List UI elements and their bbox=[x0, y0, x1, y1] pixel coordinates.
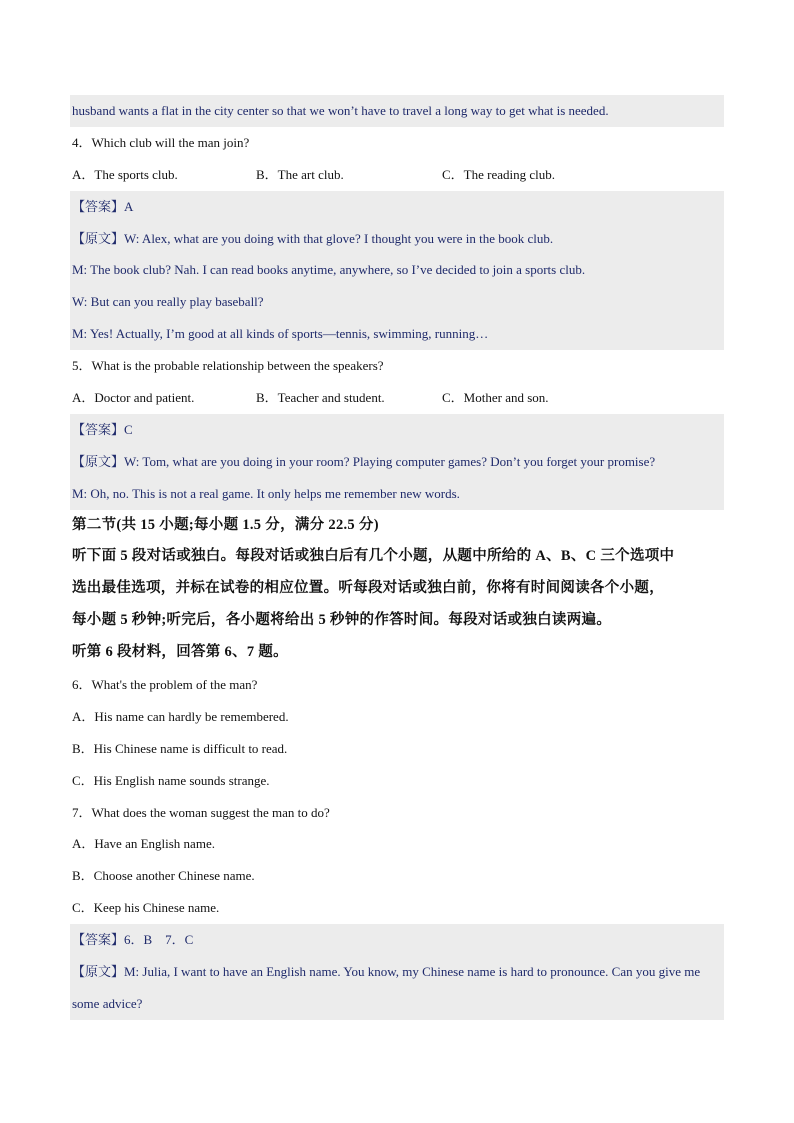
option-a: A．The sports club. bbox=[72, 166, 178, 182]
question-7: 7．What does the woman suggest the man to do? bbox=[72, 804, 330, 820]
transcript-line: M: Oh, no. This is not a real game. It only helps me remember new words. bbox=[70, 478, 724, 510]
option-b: B．His Chinese name is difficult to read. bbox=[72, 740, 288, 756]
option-c: C．The reading club. bbox=[442, 166, 555, 182]
option-a: A．His name can hardly be remembered. bbox=[72, 708, 289, 724]
transcript-line: 【原文】W: Tom, what are you doing in your room? Playing computer games? Don’t you forget your promise? bbox=[70, 446, 724, 478]
instructions-line: 每小题 5 秒钟;听完后，各小题将给出 5 秒钟的作答时间。每段对话或独白读两遍。 bbox=[72, 612, 612, 629]
material-heading: 听第 6 段材料，回答第 6、7 题。 bbox=[72, 644, 288, 661]
transcript-line: 【原文】M: Julia, I want to have an English name. You know, my Chinese name is hard to pronounce. Can you give me some advice? bbox=[70, 956, 724, 1020]
question-4-options bbox=[70, 159, 724, 191]
instructions-line: 听下面 5 段对话或独白。每段对话或独白后有几个小题，从题中所给的 A、B、C 三个选项中 bbox=[72, 548, 675, 565]
answer-line: 【答案】6．B 7．C bbox=[70, 924, 724, 956]
question-4: 4．Which club will the man join? bbox=[72, 134, 250, 150]
transcript-line: M: Yes! Actually, I’m good at all kinds of sports—tennis, swimming, running… bbox=[70, 318, 724, 350]
option-b: B．Choose another Chinese name. bbox=[72, 868, 255, 884]
question-6: 6．What's the problem of the man? bbox=[72, 677, 258, 693]
transcript-line: husband wants a flat in the city center so that we won’t have to travel a long way to get what is needed. bbox=[70, 95, 724, 127]
answer-line: 【答案】C bbox=[70, 414, 724, 446]
option-c: C．Keep his Chinese name. bbox=[72, 900, 220, 916]
option-b: B．Teacher and student. bbox=[256, 390, 385, 406]
section-heading: 第二节(共 15 小题;每小题 1.5 分，满分 22.5 分) bbox=[72, 516, 379, 533]
document-page bbox=[70, 95, 724, 1020]
option-c: C．Mother and son. bbox=[442, 390, 549, 406]
instructions-line: 选出最佳选项，并标在试卷的相应位置。听每段对话或独白前，你将有时间阅读各个小题， bbox=[72, 580, 664, 597]
question-5: 5．What is the probable relationship between the speakers? bbox=[72, 358, 384, 374]
option-a: A．Have an English name. bbox=[72, 836, 215, 852]
option-c: C．His English name sounds strange. bbox=[72, 772, 270, 788]
option-a: A．Doctor and patient. bbox=[72, 390, 195, 406]
question-5-options bbox=[70, 382, 724, 414]
option-b: B．The art club. bbox=[256, 166, 344, 182]
transcript-line: M: The book club? Nah. I can read books anytime, anywhere, so I’ve decided to join a sports club. bbox=[70, 254, 724, 286]
answer-line: 【答案】A bbox=[70, 191, 724, 223]
transcript-line: W: But can you really play baseball? bbox=[70, 286, 724, 318]
transcript-line: 【原文】W: Alex, what are you doing with that glove? I thought you were in the book club. bbox=[70, 223, 724, 255]
